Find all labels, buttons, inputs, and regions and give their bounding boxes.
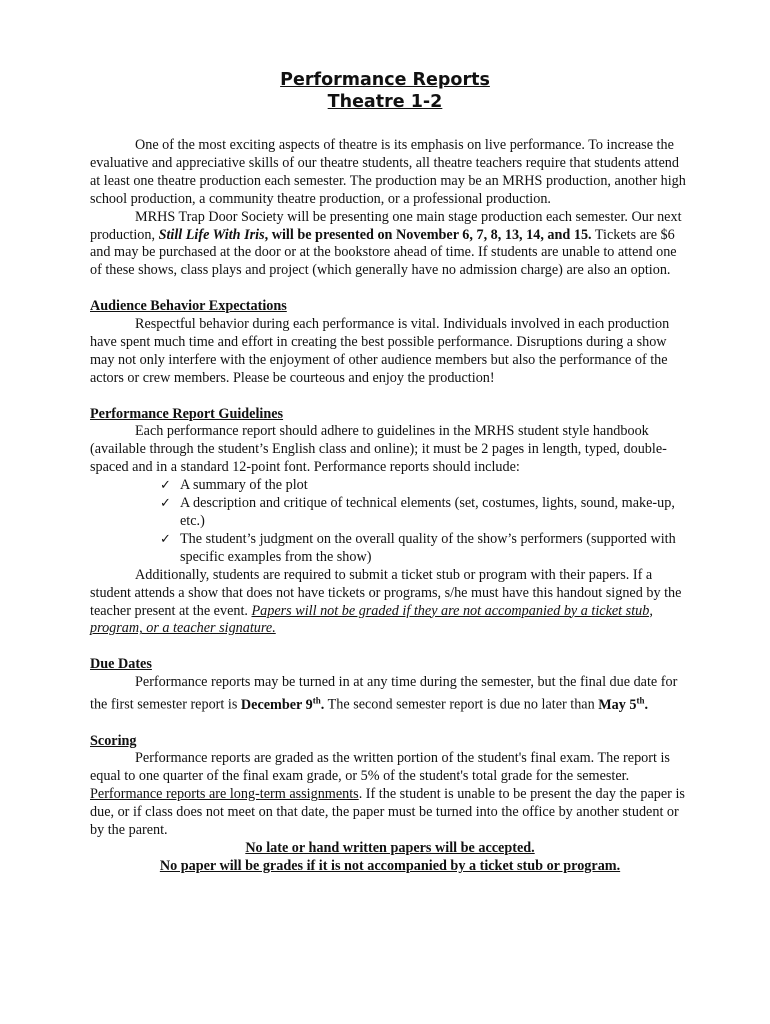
requirements-list bbox=[90, 477, 690, 567]
grading-warning: Papers will not be graded if they are not accompanied by a ticket stub, program, or a teacher signature. bbox=[90, 602, 653, 637]
long-term-note: Performance reports are long-term assignments bbox=[90, 786, 359, 803]
check-icon: ✓ bbox=[160, 531, 171, 547]
first-due-date-suffix: th bbox=[312, 695, 321, 706]
due-dates-heading: Due Dates bbox=[90, 656, 152, 673]
audience-paragraph: Respectful behavior during each performance is vital. Individuals involved in each production have spent much time and effort in creating the best possible performance. Disruptions during a show may not only interfere with the enjoyment of other audience members but also the performance of the actors or crew members. Please be courteous and enjoy the production! bbox=[90, 316, 670, 386]
scoring-text: Performance reports are graded as the written portion of the student's final exam. The report is equal to one quarter of the final exam grade, or 5% of the student's total grade for the semester. bbox=[90, 750, 670, 785]
additional-paragraph bbox=[90, 567, 690, 639]
second-due-date-suffix: th bbox=[636, 695, 645, 706]
due-dates-text-2: The second semester report is due no later than bbox=[324, 696, 599, 713]
list-item-text: The student’s judgment on the overall quality of the show’s performers (supported with specific examples from the show) bbox=[180, 530, 676, 565]
ticket-required-notice: No paper will be grades if it is not accompanied by a ticket stub or program. bbox=[159, 857, 621, 874]
first-due-date-end: . bbox=[320, 696, 325, 713]
page-title: Performance Reports bbox=[280, 70, 490, 90]
intro-paragraph: One of the most exciting aspects of theatre is its emphasis on live performance. To increase the evaluative and appreciative skills of our theatre students, all theatre teachers require that students attend at least one theatre production each semester. The production may be an MRHS production, another high school production, a community theatre production, or a professional production. bbox=[90, 137, 686, 207]
second-due-date-end: . bbox=[644, 696, 649, 713]
document-body bbox=[90, 137, 690, 876]
check-icon: ✓ bbox=[160, 496, 171, 512]
production-title: Still Life With Iris bbox=[158, 226, 265, 243]
production-text: MRHS Trap Door Society will be presenting one main stage production each semester. Our next production, bbox=[90, 208, 682, 243]
list-item bbox=[160, 477, 690, 495]
list-item bbox=[160, 530, 690, 567]
ticket-text: Tickets are $6 and may be purchased at the door or at the bookstore ahead of time. If students are unable to attend one of these shows, class plays and project (which generally have no admission charge) are also an option. bbox=[90, 226, 677, 279]
late-paper-notice: No late or hand written papers will be accepted. bbox=[245, 840, 535, 857]
scoring-text-2: . If the student is unable to be present the day the paper is due, or if class does not meet on that date, the paper must be turned into the office by another student or by the parent. bbox=[90, 786, 685, 839]
scoring-heading: Scoring bbox=[90, 732, 137, 749]
list-item-text: A description and critique of technical elements (set, costumes, lights, sound, make-up, etc.) bbox=[180, 495, 675, 529]
guidelines-heading: Performance Report Guidelines bbox=[90, 405, 284, 422]
first-due-date: December 9 bbox=[240, 696, 313, 713]
production-dates: , will be presented on November 6, 7, 8, 13, 14, and 15. bbox=[264, 226, 592, 243]
audience-heading: Audience Behavior Expectations bbox=[90, 298, 287, 315]
production-paragraph bbox=[90, 209, 690, 281]
second-due-date: May 5 bbox=[598, 696, 637, 713]
guidelines-paragraph: Each performance report should adhere to guidelines in the MRHS student style handbook (available through the student’s English class and online); it must be 2 pages in length, typed, double-spaced and in a standard 12-point font. Performance reports should include: bbox=[90, 423, 667, 476]
list-item-text: A summary of the plot bbox=[180, 477, 308, 494]
check-icon: ✓ bbox=[160, 478, 171, 494]
additional-text: Additionally, students are required to submit a ticket stub or program with their papers. If a student attends a show that does not have tickets or programs, s/he must have this handout signed by the teacher present at the event. bbox=[90, 566, 682, 619]
due-dates-paragraph bbox=[90, 674, 690, 715]
page-subtitle: Theatre 1-2 bbox=[327, 92, 443, 112]
list-item bbox=[160, 495, 690, 531]
due-dates-text: Performance reports may be turned in at any time during the semester, but the final due date for the first semester report is bbox=[90, 674, 678, 713]
scoring-paragraph bbox=[90, 750, 690, 840]
